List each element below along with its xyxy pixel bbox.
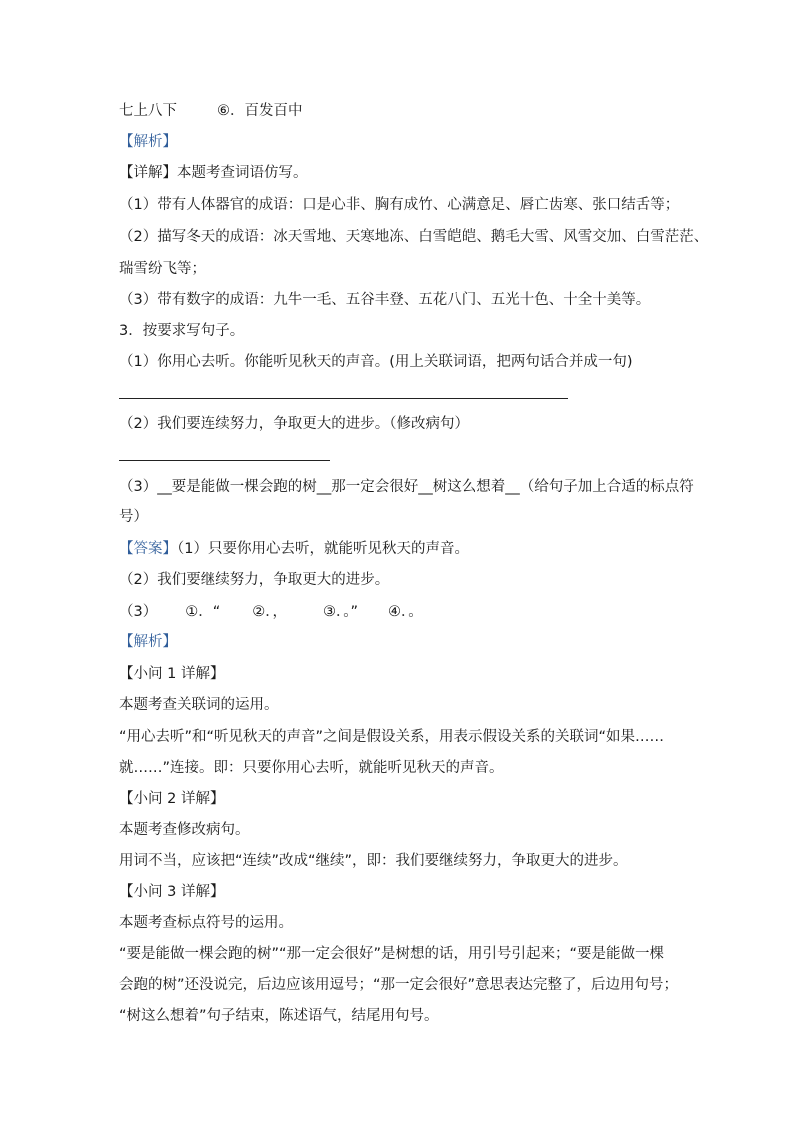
question-3-title: 3．按要求写句子。 [119, 323, 245, 339]
subquestion-3-text-2: “要是能做一棵会跑的树”“那一定会很好”是树想的话，用引号引起来；“要是能做一棵 [119, 946, 665, 962]
answer-line-continued [119, 101, 684, 121]
detail-intro [119, 163, 684, 183]
detail-item-1: （1）带有人体器官的成语：口是心非、胸有成竹、心满意足、唇亡齿寒、张口结舌等； [119, 197, 680, 213]
answer-label: 【答案】 [119, 541, 177, 557]
subquestion-3-text-3: 会跑的树”还没说完，后边应该用逗号；“那一定会很好”意思表达完整了，后边用句号； [119, 977, 679, 993]
detail-item-2-cont: 瑞雪纷飞等； [119, 261, 206, 277]
answer-idiom-6: ⑥．百发百中 [217, 103, 303, 119]
subquestion-3-text-4: “树这么想着”句子结束，陈述语气，结尾用句号。 [119, 1008, 439, 1024]
subquestion-1-text-2: “用心去听”和“听见秋天的声音”之间是假设关系，用表示假设关系的关联词“如果…… [119, 729, 665, 745]
answer-idiom-5: 七上八下 [119, 103, 177, 119]
answer-3-label: （3） [119, 604, 158, 620]
answer-3-blank-1: ①．“ [185, 604, 221, 620]
detail-label: 【详解】 [119, 165, 177, 181]
subquestion-1-text-3: 就……”连接。即：只要你用心去听，就能听见秋天的声音。 [119, 760, 504, 776]
subquestion-2-text-1: 本题考查修改病句。 [119, 822, 250, 838]
detail-item-2: （2）描写冬天的成语：冰天雪地、天寒地冻、白雪皑皑、鹅毛大雪、风雪交加、白雪茫茫、 [119, 229, 709, 245]
question-3-part-2: （2）我们要连续努力，争取更大的进步。（修改病句） [119, 416, 469, 432]
subquestion-1-heading: 【小问 1 详解】 [119, 666, 225, 682]
detail-text: 本题考查词语仿写。 [177, 165, 308, 181]
subquestion-2-text-2: 用词不当，应该把“连续”改成“继续”，即：我们要继续努力，争取更大的进步。 [119, 853, 628, 869]
answer-blank-line-1 [119, 398, 568, 399]
analysis-heading: 【解析】 [119, 134, 177, 150]
question-3-part-1: （1）你用心去听。你能听见秋天的声音。(用上关联词语，把两句话合并成一句) [119, 354, 633, 370]
answer-line-3 [119, 602, 684, 622]
subquestion-3-text-1: 本题考查标点符号的运用。 [119, 915, 293, 931]
question-3-part-3-cont: 号） [119, 509, 148, 525]
answer-text-1: （1）只要你用心去听，就能听见秋天的声音。 [177, 541, 469, 557]
answer-3-blank-3: ③．。” [323, 604, 359, 620]
answer-3-blank-4: ④．。 [388, 604, 423, 620]
answer-blank-line-2 [119, 460, 330, 461]
analysis-heading-2: 【解析】 [119, 634, 177, 650]
subquestion-1-text-1: 本题考查关联词的运用。 [119, 697, 279, 713]
answer-line-1 [119, 539, 684, 559]
answer-line-2: （2）我们要继续努力，争取更大的进步。 [119, 572, 390, 588]
question-3-part-3: （3）__要是能做一棵会跑的树__那一定会很好__树这么想着__（给句子加上合适的标点符 [119, 479, 694, 495]
answer-3-blank-2: ②．， [252, 604, 287, 620]
detail-item-3: （3）带有数字的成语：九牛一毛、五谷丰登、五花八门、五光十色、十全十美等。 [119, 292, 651, 308]
subquestion-2-heading: 【小问 2 详解】 [119, 791, 225, 807]
subquestion-3-heading: 【小问 3 详解】 [119, 884, 225, 900]
